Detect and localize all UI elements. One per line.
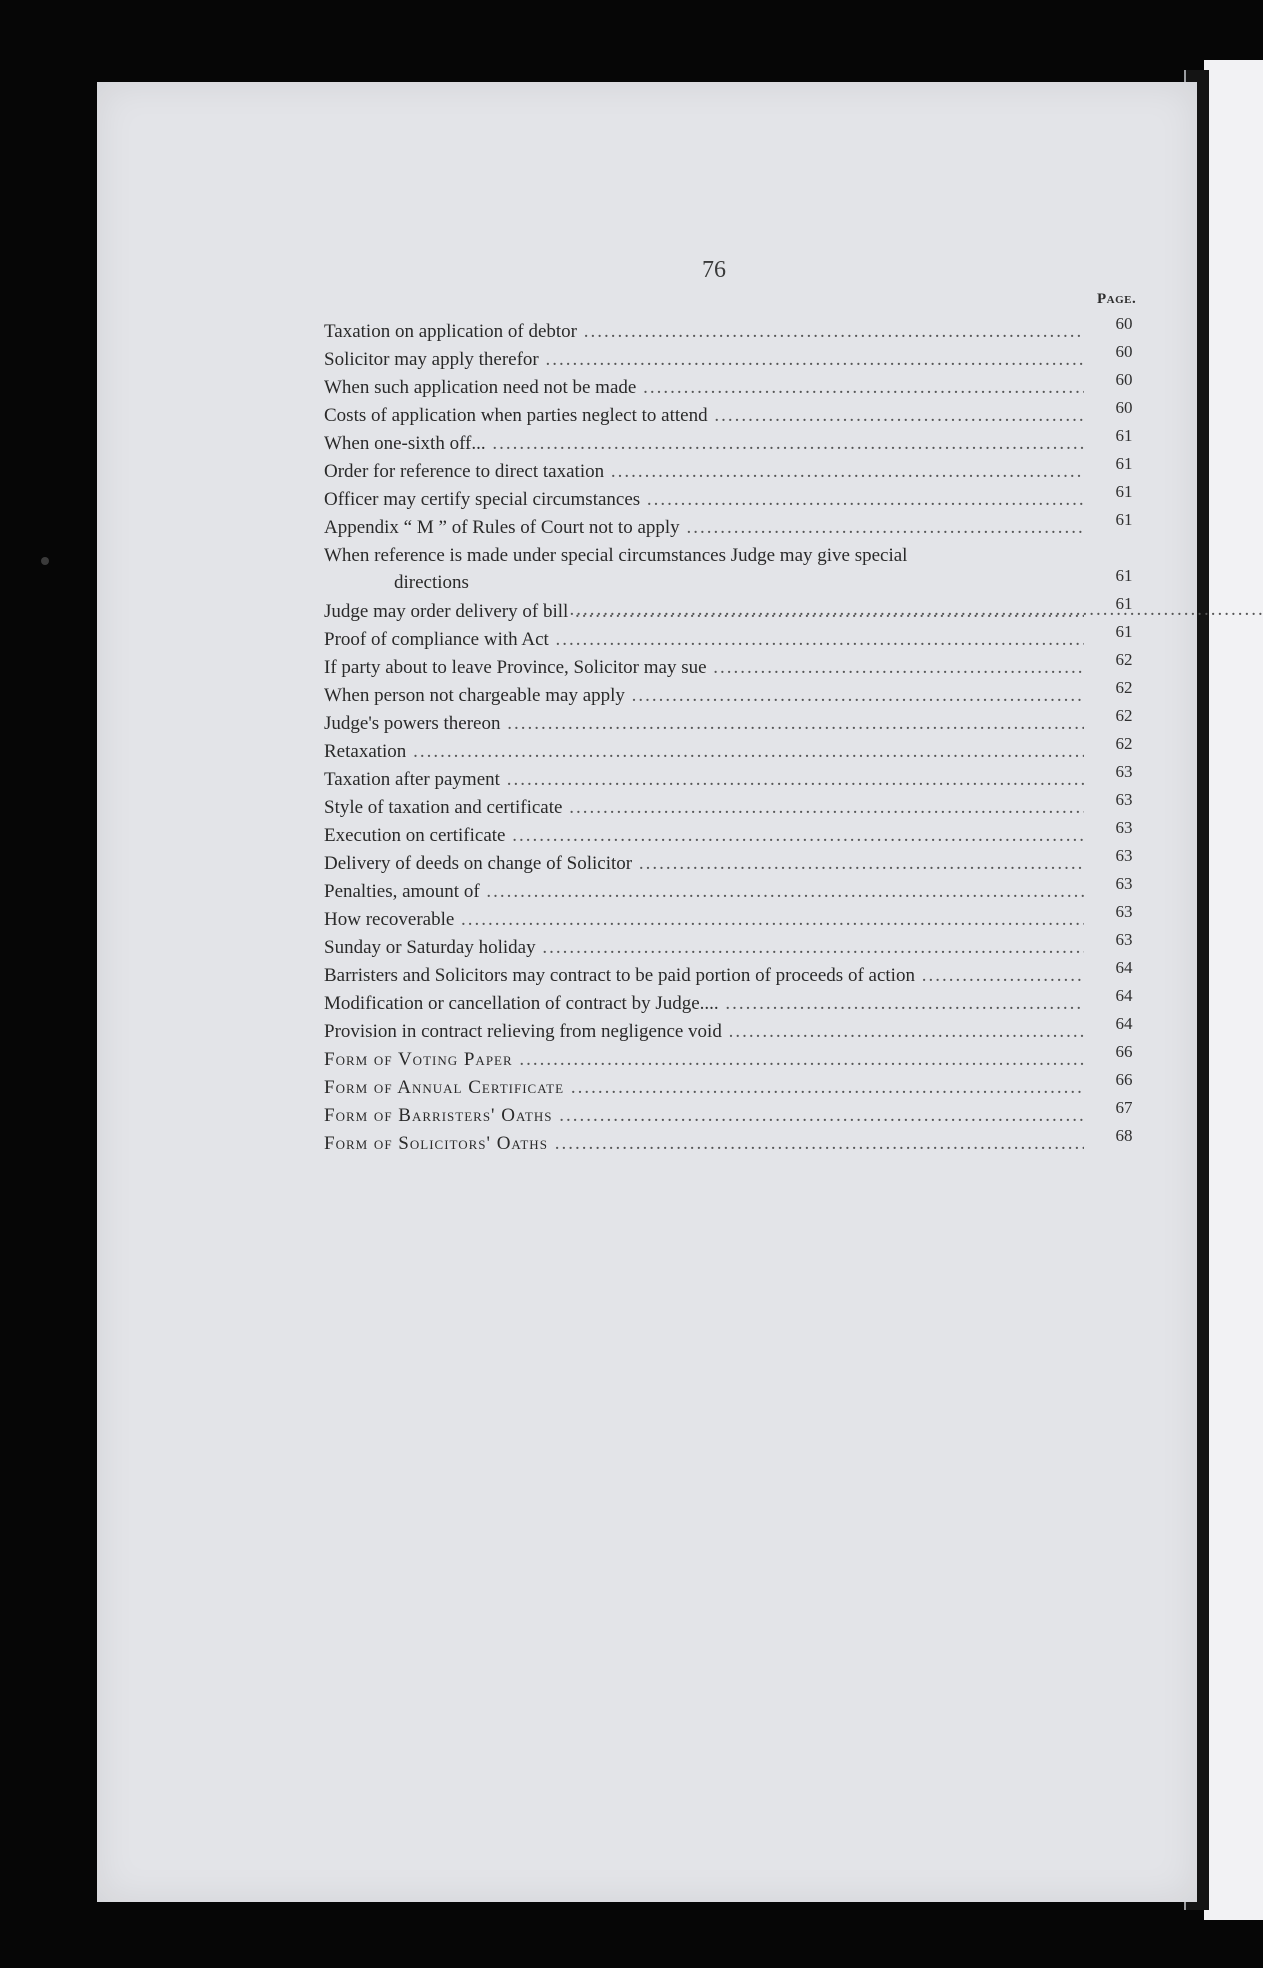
entry-text (324, 682, 1084, 710)
page-ref: 67 (1115, 1098, 1133, 1117)
dot-leader (625, 685, 1084, 706)
page-ref: 61 (1115, 454, 1133, 473)
dot-leader (562, 797, 1084, 818)
entry-text (324, 430, 1084, 458)
toc-entry (324, 1014, 1149, 1046)
toc-entry (324, 1042, 1149, 1074)
page-ref: 63 (1115, 762, 1133, 781)
page-ref: 62 (1115, 706, 1133, 725)
entry-label: Judge may order delivery of bill (324, 601, 569, 622)
dot-leader (406, 741, 1084, 762)
entry-text (324, 514, 1084, 542)
toc-entry (324, 1126, 1149, 1158)
toc-entry (324, 930, 1149, 962)
entry-text (324, 962, 1084, 990)
entry-label: Delivery of deeds on change of Solicitor (324, 853, 633, 874)
toc-entry (324, 454, 1149, 486)
toc-entry (324, 734, 1149, 766)
toc-entry (324, 510, 1149, 542)
page-column-heading: Page. (1097, 291, 1137, 307)
toc-entry (324, 986, 1149, 1018)
dot-leader (722, 1021, 1084, 1042)
entry-text (324, 374, 1084, 402)
entry-text (324, 598, 1084, 626)
dot-leader (549, 629, 1084, 650)
toc-entry (324, 482, 1149, 514)
toc-entry (324, 342, 1149, 374)
page-ref: 60 (1115, 342, 1133, 361)
dot-leader (604, 461, 1084, 482)
entry-text (324, 1102, 1084, 1130)
entry-label: Proof of compliance with Act (324, 629, 549, 650)
toc-entry (324, 314, 1149, 346)
page-ref: 60 (1115, 398, 1133, 417)
entry-label: Judge's powers thereon (324, 713, 501, 734)
entry-label: When such application need not be made (324, 377, 637, 398)
dot-leader (480, 881, 1084, 902)
dot-leader (513, 1049, 1084, 1070)
entry-label: Provision in contract relieving from negligence void (324, 1021, 722, 1042)
entry-label: Form of Annual Certificate (324, 1077, 565, 1098)
entry-text (324, 318, 1084, 346)
entry-text (324, 1130, 1084, 1158)
entry-text (324, 850, 1084, 878)
page-ref: 64 (1115, 958, 1133, 977)
entry-text (324, 878, 1084, 906)
entry-label: Sunday or Saturday holiday (324, 937, 536, 958)
dot-leader (707, 657, 1084, 678)
entry-label: Order for reference to direct taxation (324, 461, 605, 482)
entry-text (324, 990, 1084, 1018)
page-ref: 63 (1115, 902, 1133, 921)
entry-label: When one-sixth off... (324, 433, 486, 454)
dot-leader (632, 853, 1084, 874)
dot-leader (640, 489, 1084, 510)
entry-text (324, 766, 1084, 794)
entry-text (324, 626, 1084, 654)
page-ref: 64 (1115, 986, 1133, 1005)
entry-text (324, 738, 1084, 766)
entry-label: Taxation after payment (324, 769, 500, 790)
dot-leader (636, 377, 1084, 398)
page-ref: 63 (1115, 818, 1133, 837)
entry-text (324, 1046, 1084, 1074)
entry-label: Execution on certificate (324, 825, 506, 846)
page-ref: 61 (1115, 510, 1133, 529)
dot-leader (564, 1077, 1084, 1098)
toc-entry (324, 762, 1149, 794)
page-ref: 63 (1115, 846, 1133, 865)
entry-label: Form of Voting Paper (324, 1049, 513, 1070)
toc-entry (324, 958, 1149, 990)
toc-entry (324, 790, 1149, 822)
page-number: 76 (702, 257, 726, 283)
entry-label: How recoverable (324, 909, 455, 930)
page-ref: 63 (1115, 790, 1133, 809)
entry-text (324, 346, 1084, 374)
entry-text (324, 486, 1084, 514)
entry-text (324, 906, 1084, 934)
entry-label: When reference is made under special circumstances Judge may give special (324, 545, 908, 566)
dot-leader (552, 1105, 1084, 1126)
toc-entry (324, 874, 1149, 906)
page-ref: 64 (1115, 1014, 1133, 1033)
toc-entry (324, 678, 1149, 710)
page-ref: 63 (1115, 874, 1133, 893)
entry-text (324, 1018, 1084, 1046)
entry-text (324, 1074, 1084, 1102)
page-ref: 61 (1115, 594, 1133, 613)
toc-entry (324, 594, 1149, 626)
toc-entry (324, 650, 1149, 682)
entry-label: Retaxation (324, 741, 407, 762)
entry-text (324, 402, 1084, 430)
entry-label: Style of taxation and certificate (324, 797, 563, 818)
toc-entry (324, 398, 1149, 430)
toc-entry (324, 1070, 1149, 1102)
dot-leader (505, 825, 1084, 846)
entry-label: Penalties, amount of (324, 881, 480, 902)
page-ref: 62 (1115, 734, 1133, 753)
toc-entry (324, 818, 1149, 850)
entry-label: Costs of application when parties neglect to attend (324, 405, 708, 426)
dot-leader (536, 937, 1084, 958)
entry-text (324, 794, 1084, 822)
dot-leader (708, 405, 1084, 426)
dot-leader (539, 349, 1084, 370)
toc-entry (324, 370, 1149, 402)
page-ref: 61 (1115, 622, 1133, 641)
dot-leader (719, 993, 1084, 1014)
page-ref: 61 (1115, 482, 1133, 501)
page-ref: 62 (1115, 650, 1133, 669)
entry-label-continued: directions (394, 572, 469, 593)
page-ref: 62 (1115, 678, 1133, 697)
dot-leader (577, 321, 1084, 342)
page-ref: 66 (1115, 1042, 1133, 1061)
entry-text (324, 654, 1084, 682)
entry-label: Form of Barristers' Oaths (324, 1105, 553, 1126)
scan-speck (41, 557, 49, 565)
entry-label: Modification or cancellation of contract by Judge.... (324, 993, 719, 1014)
entry-label: Taxation on application of debtor (324, 321, 577, 342)
page-ref: 61 (1115, 426, 1133, 445)
table-of-contents (324, 314, 1149, 1158)
entry-label: Barristers and Solicitors may contract to be paid portion of proceeds of action (324, 965, 915, 986)
entry-label: Solicitor may apply therefor (324, 349, 539, 370)
toc-entry (324, 902, 1149, 934)
toc-entry (324, 426, 1149, 458)
page-ref: 63 (1115, 930, 1133, 949)
entry-text (324, 934, 1084, 962)
dot-leader (454, 909, 1084, 930)
page-ref: 68 (1115, 1126, 1133, 1145)
entry-label: Form of Solicitors' Oaths (324, 1133, 548, 1154)
entry-label: If party about to leave Province, Solicitor may sue (324, 657, 707, 678)
toc-entry (324, 846, 1149, 878)
dot-leader (500, 769, 1084, 790)
dot-leader (568, 601, 1084, 622)
entry-text (324, 710, 1084, 738)
toc-entry (324, 542, 1149, 598)
toc-entry (324, 706, 1149, 738)
page-ref: 66 (1115, 1070, 1133, 1089)
adjacent-page (1204, 60, 1263, 1920)
dot-leader (680, 517, 1084, 538)
dot-leader (501, 713, 1085, 734)
toc-entry (324, 622, 1149, 654)
toc-entry (324, 1098, 1149, 1130)
dot-leader (548, 1133, 1084, 1154)
entry-label: When person not chargeable may apply (324, 685, 625, 706)
dot-leader (486, 433, 1084, 454)
entry-label: Officer may certify special circumstances (324, 489, 641, 510)
page-ref: 61 (1115, 566, 1133, 585)
dot-leader (915, 965, 1084, 986)
page-ref: 60 (1115, 314, 1133, 333)
entry-label: Appendix “ M ” of Rules of Court not to apply (324, 517, 680, 538)
entry-text (324, 822, 1084, 850)
page-ref: 60 (1115, 370, 1133, 389)
entry-text (324, 458, 1084, 486)
